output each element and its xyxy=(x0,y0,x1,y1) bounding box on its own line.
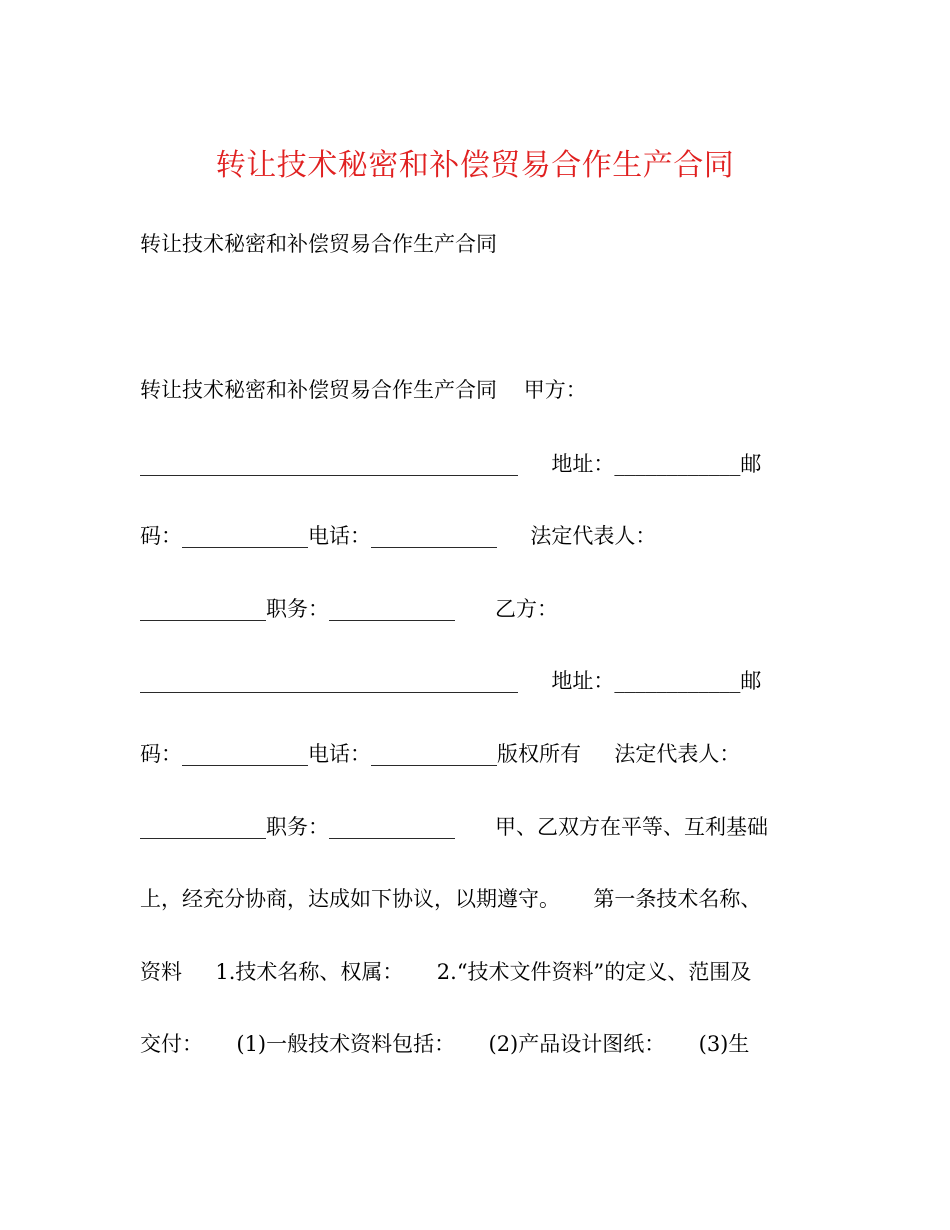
text-line: 资料 1.技术名称、权属： 2.“技术文件资料”的定义、范围及 xyxy=(140,960,752,984)
text-line: ____________职务：____________ 乙方： xyxy=(140,597,559,621)
text-line: 转让技术秘密和补偿贸易合作生产合同 甲方： xyxy=(140,378,587,402)
text-line: ____________职务：____________ 甲、乙双方在平等、互利基础 xyxy=(140,815,769,839)
text-line: 上，经充分协商，达成如下协议，以期遵守。 第一条技术名称、 xyxy=(140,887,762,911)
text-line: 码：____________电话：____________版权所有 法定代表人： xyxy=(140,742,741,766)
document-subtitle: 转让技术秘密和补偿贸易合作生产合同 xyxy=(140,232,497,256)
text-line: 交付： (1)一般技术资料包括： (2)产品设计图纸： (3)生 xyxy=(140,1032,750,1056)
document-title: 转让技术秘密和补偿贸易合作生产合同 xyxy=(215,148,735,183)
text-line: ____________________________________ 地址：____________邮 xyxy=(140,452,762,476)
text-line: 码：____________电话：____________ 法定代表人： xyxy=(140,524,657,548)
text-line: ____________________________________ 地址：____________邮 xyxy=(140,669,762,693)
